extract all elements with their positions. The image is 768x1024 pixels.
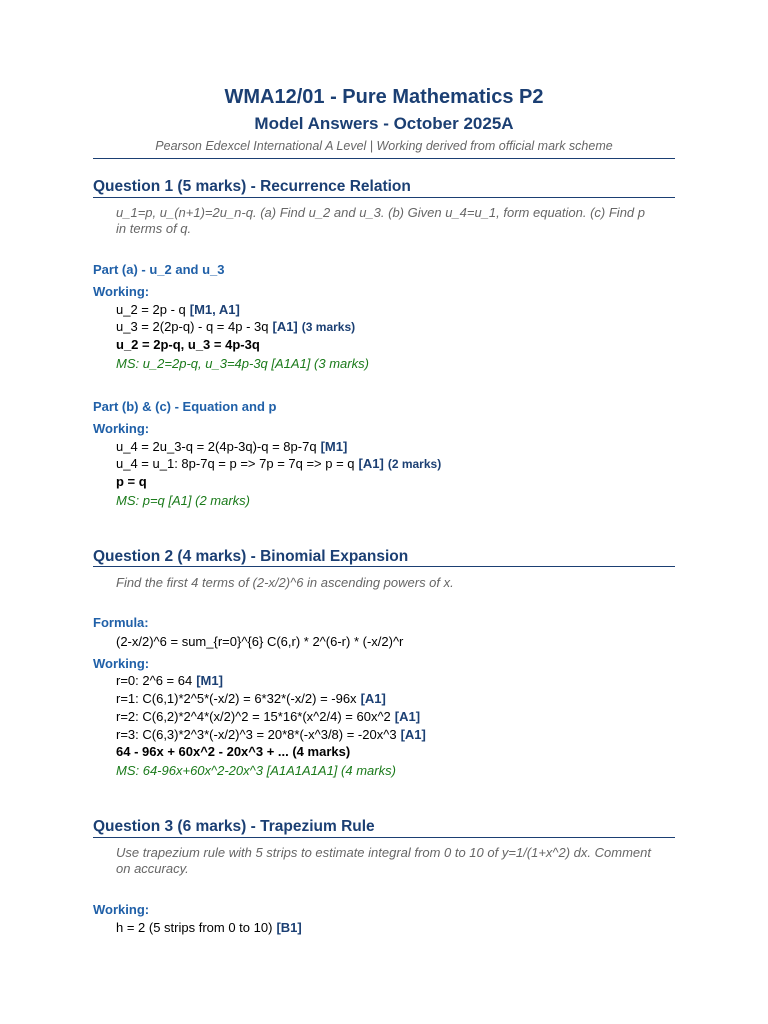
question-1-prompt: u_1=p, u_(n+1)=2u_n-q. (a) Find u_2 and u_3. (b) Given u_4=u_1, form equation. (c) Find p in terms of q. — [116, 205, 646, 236]
working-label: Working: — [93, 421, 150, 436]
question-3-title: Question 3 (6 marks) - Trapezium Rule — [93, 818, 375, 835]
working-text: u_3 = 2(2p-q) - q = 4p - 3q — [116, 319, 269, 334]
question-2-divider — [93, 566, 675, 567]
question-1-part-a-title: Part (a) - u_2 and u_3 — [93, 262, 225, 277]
working-label: Working: — [93, 902, 150, 917]
working-text: r=1: C(6,1)*2^5*(-x/2) = 6*32*(-x/2) = -96x — [116, 691, 357, 706]
working-line — [116, 319, 355, 334]
mark-code: [B1] — [276, 920, 302, 935]
formula-line: (2-x/2)^6 = sum_{r=0}^{6} C(6,r) * 2^(6-r) * (-x/2)^r — [116, 634, 404, 649]
working-label: Working: — [93, 284, 150, 299]
working-label: Working: — [93, 656, 150, 671]
question-3-prompt: Use trapezium rule with 5 strips to estimate integral from 0 to 10 of y=1/(1+x^2) dx. Comment on accuracy. — [116, 845, 651, 876]
mark-code: [A1] — [394, 709, 421, 724]
working-text: u_4 = 2u_3-q = 2(4p-3q)-q = 8p-7q — [116, 439, 317, 454]
page-title: WMA12/01 - Pure Mathematics P2 — [224, 86, 544, 108]
working-line — [116, 920, 302, 935]
header-divider — [93, 158, 675, 159]
working-line — [116, 673, 223, 688]
question-1-divider — [93, 197, 675, 198]
mark-code: [A1] — [360, 691, 386, 706]
mark-code: [M1] — [196, 673, 223, 688]
working-line — [116, 727, 426, 742]
page-subtitle: Model Answers - October 2025A — [254, 114, 514, 133]
mark-scheme-line: MS: 64-96x+60x^2-20x^3 [A1A1A1A1] (4 marks) — [116, 763, 396, 778]
working-text: r=0: 2^6 = 64 — [116, 673, 193, 688]
working-text: r=3: C(6,3)*2^3*(-x/2)^3 = 20*8*(-x^3/8) = -20x^3 — [116, 727, 397, 742]
working-line — [116, 709, 420, 724]
mark-code: [A1] — [400, 727, 426, 742]
marks-total: (2 marks) — [387, 457, 442, 471]
question-2-prompt: Find the first 4 terms of (2-x/2)^6 in ascending powers of x. — [116, 575, 454, 590]
mark-scheme-line: MS: p=q [A1] (2 marks) — [116, 493, 251, 508]
working-text: h = 2 (5 strips from 0 to 10) — [116, 920, 273, 935]
question-1-part-bc-title: Part (b) & (c) - Equation and p — [93, 399, 277, 414]
mark-scheme-line: MS: u_2=2p-q, u_3=4p-3q [A1A1] (3 marks) — [116, 356, 369, 371]
source-note: Pearson Edexcel International A Level | Working derived from official mark scheme — [155, 139, 613, 153]
working-line — [116, 456, 441, 471]
working-line — [116, 691, 386, 706]
question-1-title: Question 1 (5 marks) - Recurrence Relation — [93, 178, 411, 195]
answer-line: p = q — [116, 474, 147, 489]
answer-line: 64 - 96x + 60x^2 - 20x^3 + ... (4 marks) — [116, 744, 351, 759]
question-3-divider — [93, 837, 675, 838]
working-text: r=2: C(6,2)*2^4*(x/2)^2 = 15*16*(x^2/4) = 60x^2 — [116, 709, 391, 724]
mark-code: [A1] — [358, 456, 384, 471]
marks-total: (3 marks) — [301, 320, 356, 334]
answer-line: u_2 = 2p-q, u_3 = 4p-3q — [116, 337, 260, 352]
mark-code: [M1] — [320, 439, 348, 454]
mark-code: [M1, A1] — [189, 302, 240, 317]
working-text: u_2 = 2p - q — [116, 302, 186, 317]
working-line — [116, 302, 240, 317]
mark-code: [A1] — [272, 319, 298, 334]
question-2-title: Question 2 (4 marks) - Binomial Expansion — [93, 548, 409, 565]
formula-label: Formula: — [93, 615, 149, 630]
working-text: u_4 = u_1: 8p-7q = p => 7p = 7q => p = q — [116, 456, 355, 471]
working-line — [116, 439, 347, 454]
